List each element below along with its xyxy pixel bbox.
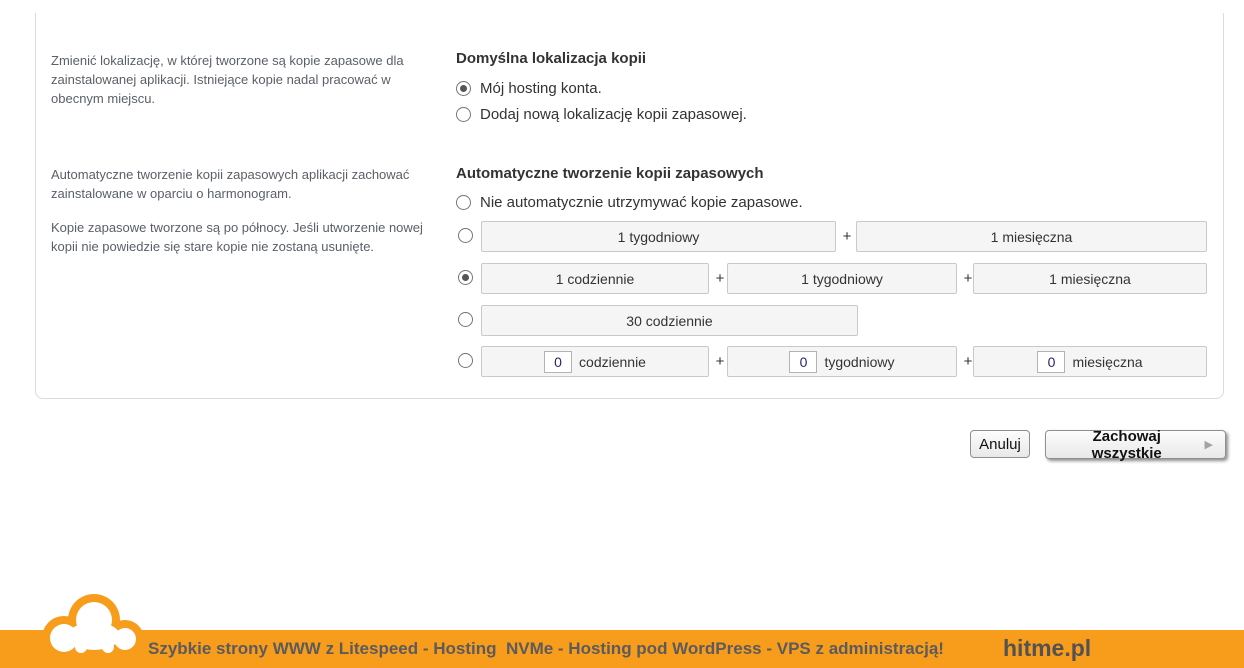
option-no-auto-backup[interactable] bbox=[456, 192, 803, 212]
option-no-auto-backup-label[interactable]: Nie automatycznie utrzymywać kopie zapasowe. bbox=[480, 193, 803, 211]
footer-brand: hitme.pl bbox=[1003, 635, 1092, 661]
schedule-description-1: Automatyczne tworzenie kopii zapasowych aplikacji zachować zainstalowane w oparciu o harmonogram. bbox=[51, 167, 410, 201]
plus-sign: + bbox=[715, 270, 725, 287]
schedule-heading: Automatyczne tworzenie kopii zapasowych bbox=[456, 165, 764, 182]
option-new-location-label[interactable]: Dodaj nową lokalizację kopii zapasowej. bbox=[480, 105, 747, 123]
preset-weekly-box-2[interactable]: 1 tygodniowy bbox=[727, 263, 957, 294]
save-all-label: Zachowaj wszystkie bbox=[1091, 427, 1162, 462]
preset-monthly-box-2[interactable]: 1 miesięczna bbox=[973, 263, 1207, 294]
radio-new-location[interactable] bbox=[456, 107, 471, 122]
custom-daily-box bbox=[481, 346, 709, 377]
backup-settings-panel bbox=[35, 13, 1224, 399]
custom-weekly-input[interactable] bbox=[789, 351, 817, 373]
option-new-location[interactable] bbox=[456, 104, 747, 124]
option-my-hosting-label[interactable]: Mój hosting konta. bbox=[480, 79, 602, 97]
location-heading: Domyślna lokalizacja kopii bbox=[456, 50, 647, 67]
cancel-button[interactable]: Anuluj bbox=[970, 430, 1030, 458]
preset-monthly-box[interactable]: 1 miesięczna bbox=[856, 221, 1207, 252]
radio-custom-schedule[interactable] bbox=[458, 353, 473, 368]
custom-weekly-box bbox=[727, 346, 957, 377]
plus-sign: + bbox=[842, 228, 852, 245]
radio-my-hosting[interactable] bbox=[456, 81, 471, 96]
custom-monthly-label: miesięczna bbox=[1072, 353, 1143, 370]
footer-tagline: Szybkie strony WWW z Litespeed - Hosting NVMe - Hosting pod WordPress - VPS z administracją! bbox=[148, 639, 944, 658]
custom-monthly-input[interactable] bbox=[1037, 351, 1065, 373]
preset-daily-box[interactable]: 1 codziennie bbox=[481, 263, 709, 294]
option-my-hosting[interactable] bbox=[456, 78, 602, 98]
custom-daily-label: codziennie bbox=[579, 353, 646, 370]
radio-no-auto-backup[interactable] bbox=[456, 195, 471, 210]
arrow-right-icon: ▶ bbox=[1204, 439, 1213, 451]
radio-preset-30-daily[interactable] bbox=[458, 312, 473, 327]
radio-preset-weekly-monthly[interactable] bbox=[458, 228, 473, 243]
custom-daily-input[interactable] bbox=[544, 351, 572, 373]
custom-monthly-box bbox=[973, 346, 1207, 377]
plus-sign: + bbox=[715, 353, 725, 370]
plus-sign: + bbox=[963, 270, 973, 287]
plus-sign: + bbox=[963, 353, 973, 370]
preset-weekly-box[interactable]: 1 tygodniowy bbox=[481, 221, 836, 252]
schedule-description-2: Kopie zapasowe tworzone są po północy. Jeśli utworzenie nowej kopii nie powiedzie się stare kopie nie zostaną usunięte. bbox=[51, 220, 423, 254]
preset-30-daily-box[interactable]: 30 codziennie bbox=[481, 305, 858, 336]
custom-weekly-label: tygodniowy bbox=[824, 353, 895, 370]
cloud-logo-icon bbox=[40, 592, 146, 664]
location-description: Zmienić lokalizację, w której tworzone są kopie zapasowe dla zainstalowanej aplikacji. Istniejące kopie nadal pracować w obecnym miejscu. bbox=[51, 53, 404, 106]
radio-preset-daily-weekly-monthly[interactable] bbox=[458, 270, 473, 285]
save-all-button[interactable] bbox=[1045, 427, 1226, 462]
